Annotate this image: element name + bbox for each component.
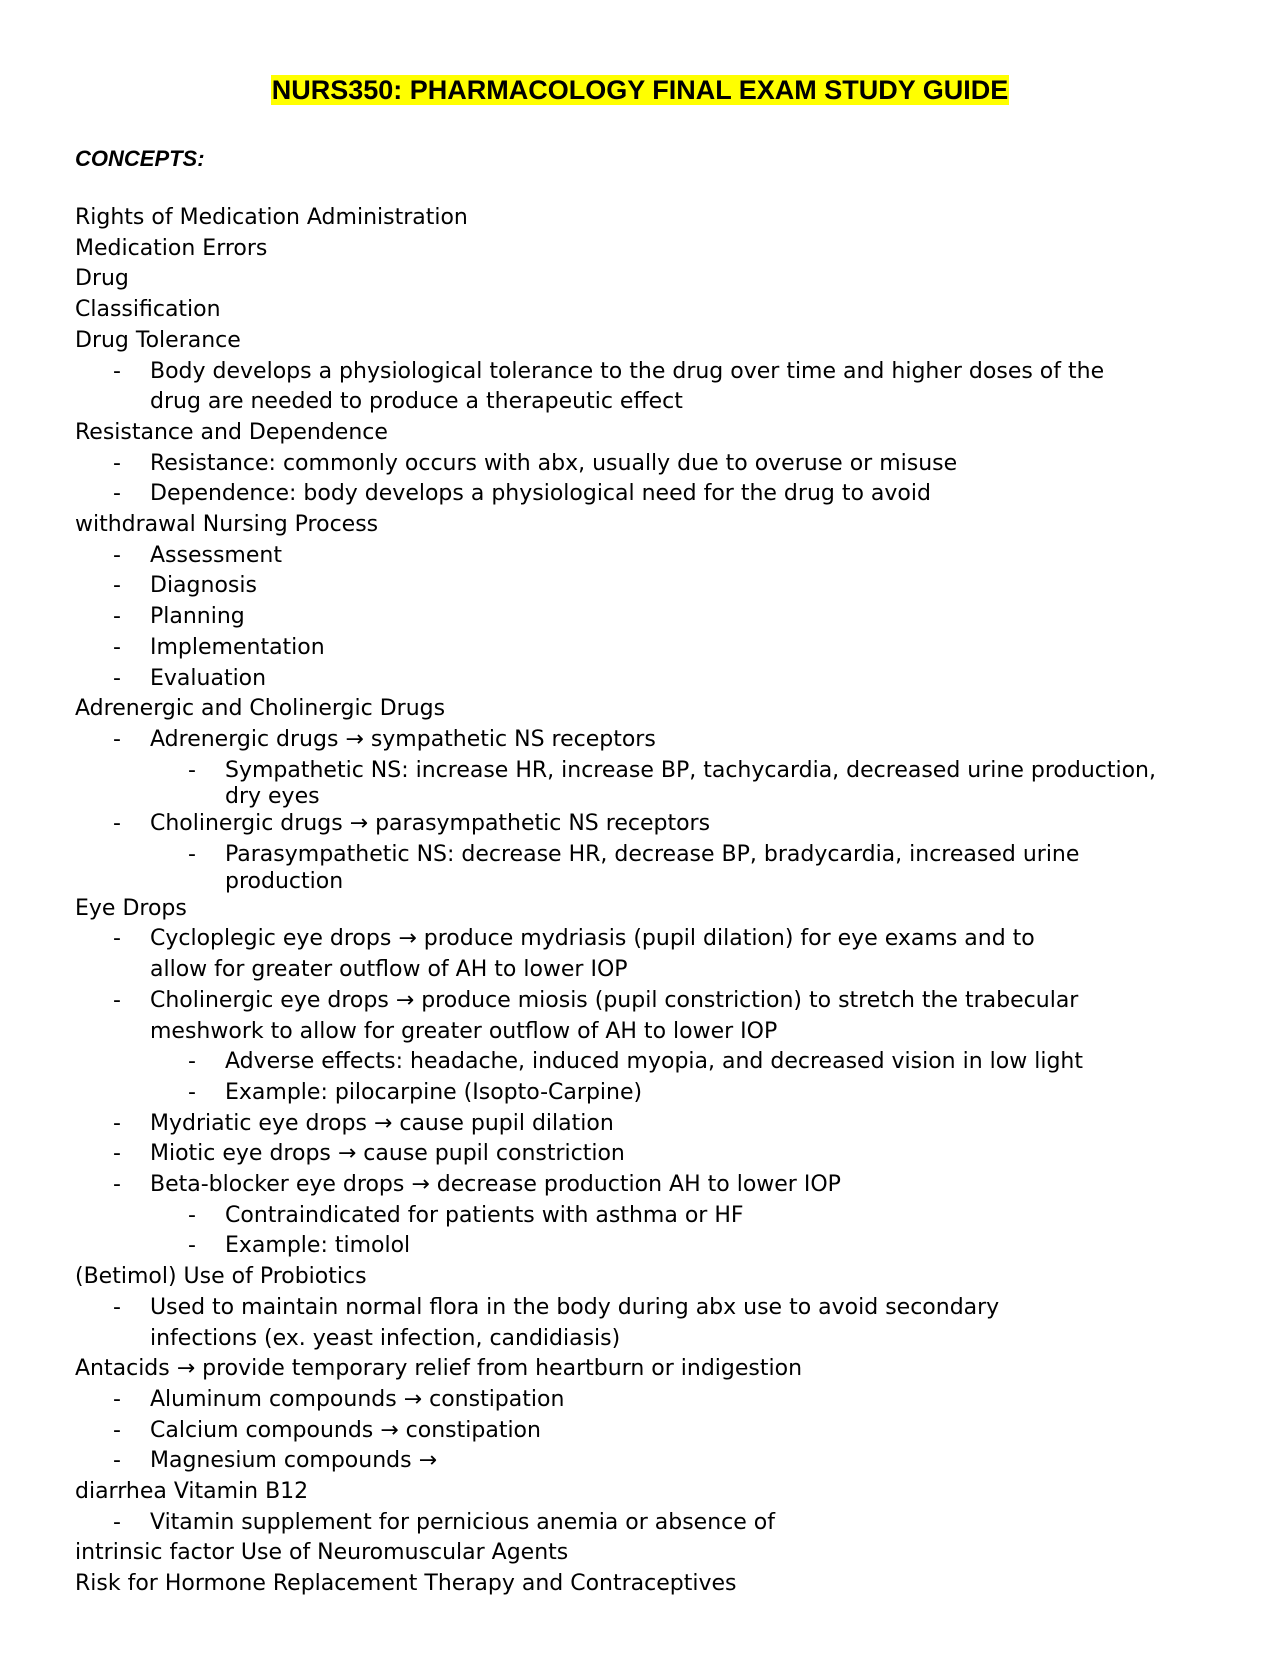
list-item: Used to maintain normal flora in the body during abx use to avoid secondary bbox=[150, 1294, 1000, 1320]
bullet-dash: - bbox=[188, 842, 196, 867]
list-item: Resistance and Dependence bbox=[75, 419, 388, 445]
bullet-dash: - bbox=[113, 665, 121, 691]
list-item: Classification bbox=[75, 297, 221, 323]
section-heading: CONCEPTS: bbox=[75, 146, 205, 171]
list-item: Mydriatic eye drops → cause pupil dilation bbox=[150, 1110, 614, 1136]
list-item: production bbox=[225, 868, 344, 894]
list-item: Risk for Hormone Replacement Therapy and Contraceptives bbox=[75, 1571, 737, 1597]
list-item: Adverse effects: headache, induced myopia, and decreased vision in low light bbox=[225, 1049, 1083, 1075]
list-item: Cholinergic drugs → parasympathetic NS receptors bbox=[150, 811, 711, 837]
list-item: Resistance: commonly occurs with abx, usually due to overuse or misuse bbox=[150, 450, 958, 476]
list-item: Dependence: body develops a physiological need for the drug to avoid bbox=[150, 481, 931, 507]
bullet-dash: - bbox=[113, 634, 121, 660]
list-item: Calcium compounds → constipation bbox=[150, 1417, 541, 1443]
bullet-dash: - bbox=[113, 1294, 121, 1320]
list-item: Assessment bbox=[150, 542, 282, 568]
list-item: Adrenergic drugs → sympathetic NS receptors bbox=[150, 726, 656, 752]
bullet-dash: - bbox=[113, 542, 121, 568]
list-item: Cycloplegic eye drops → produce mydriasis (pupil dilation) for eye exams and to bbox=[150, 926, 1035, 952]
list-item: Vitamin supplement for pernicious anemia or absence of bbox=[150, 1509, 775, 1535]
list-item: withdrawal Nursing Process bbox=[75, 512, 379, 537]
bullet-dash: - bbox=[188, 1233, 196, 1259]
list-item: Example: timolol bbox=[225, 1233, 411, 1259]
list-item: Cholinergic eye drops → produce miosis (pupil constriction) to stretch the trabecular bbox=[150, 987, 1079, 1013]
list-item: Beta-blocker eye drops → decrease production AH to lower IOP bbox=[150, 1172, 841, 1197]
list-item: diarrhea Vitamin B12 bbox=[75, 1479, 309, 1504]
list-item: Sympathetic NS: increase HR, increase BP, tachycardia, decreased urine production, bbox=[225, 757, 1156, 783]
list-item: Implementation bbox=[150, 634, 325, 660]
bullet-dash: - bbox=[188, 1202, 196, 1228]
bullet-dash: - bbox=[188, 1079, 196, 1105]
list-item: (Betimol) Use of Probiotics bbox=[75, 1264, 367, 1290]
list-item: intrinsic factor Use of Neuromuscular Agents bbox=[75, 1540, 569, 1566]
list-item: drug are needed to produce a therapeutic effect bbox=[150, 389, 683, 415]
list-item: Contraindicated for patients with asthma or HF bbox=[225, 1202, 744, 1228]
page-title-text: NURS350: PHARMACOLOGY FINAL EXAM STUDY GUIDE bbox=[271, 75, 1009, 105]
bullet-dash: - bbox=[113, 604, 121, 630]
bullet-dash: - bbox=[188, 757, 196, 783]
list-item: Rights of Medication Administration bbox=[75, 205, 468, 230]
list-item: Magnesium compounds → bbox=[150, 1448, 437, 1474]
bullet-dash: - bbox=[113, 481, 121, 507]
bullet-dash: - bbox=[113, 726, 121, 752]
list-item: Planning bbox=[150, 604, 245, 630]
bullet-dash: - bbox=[113, 1386, 121, 1412]
bullet-dash: - bbox=[113, 926, 121, 952]
list-item: allow for greater outflow of AH to lower IOP bbox=[150, 957, 628, 983]
list-item: Drug Tolerance bbox=[75, 327, 241, 353]
page-title bbox=[0, 74, 1280, 107]
list-item: Antacids → provide temporary relief from heartburn or indigestion bbox=[75, 1356, 803, 1382]
bullet-dash: - bbox=[188, 1049, 196, 1075]
list-item: Evaluation bbox=[150, 665, 267, 691]
bullet-dash: - bbox=[113, 450, 121, 476]
bullet-dash: - bbox=[113, 1417, 121, 1443]
list-item: dry eyes bbox=[225, 784, 320, 810]
bullet-dash: - bbox=[113, 358, 121, 384]
list-item: Drug bbox=[75, 266, 129, 292]
list-item: Adrenergic and Cholinergic Drugs bbox=[75, 696, 446, 722]
list-item: Aluminum compounds → constipation bbox=[150, 1386, 565, 1412]
list-item: meshwork to allow for greater outflow of AH to lower IOP bbox=[150, 1018, 778, 1044]
bullet-dash: - bbox=[113, 1448, 121, 1474]
bullet-dash: - bbox=[113, 987, 121, 1013]
list-item: Body develops a physiological tolerance to the drug over time and higher doses of the bbox=[150, 358, 1105, 384]
list-item: Eye Drops bbox=[75, 895, 187, 921]
bullet-dash: - bbox=[113, 811, 121, 837]
list-item: Parasympathetic NS: decrease HR, decrease BP, bradycardia, increased urine bbox=[225, 842, 1080, 867]
bullet-dash: - bbox=[113, 1172, 121, 1197]
list-item: Diagnosis bbox=[150, 573, 257, 599]
bullet-dash: - bbox=[113, 573, 121, 599]
list-item: Medication Errors bbox=[75, 235, 268, 261]
list-item: Miotic eye drops → cause pupil constriction bbox=[150, 1141, 625, 1167]
bullet-dash: - bbox=[113, 1509, 121, 1535]
bullet-dash: - bbox=[113, 1141, 121, 1167]
list-item: Example: pilocarpine (Isopto-Carpine) bbox=[225, 1079, 643, 1105]
bullet-dash: - bbox=[113, 1110, 121, 1136]
list-item: infections (ex. yeast infection, candidiasis) bbox=[150, 1325, 621, 1351]
